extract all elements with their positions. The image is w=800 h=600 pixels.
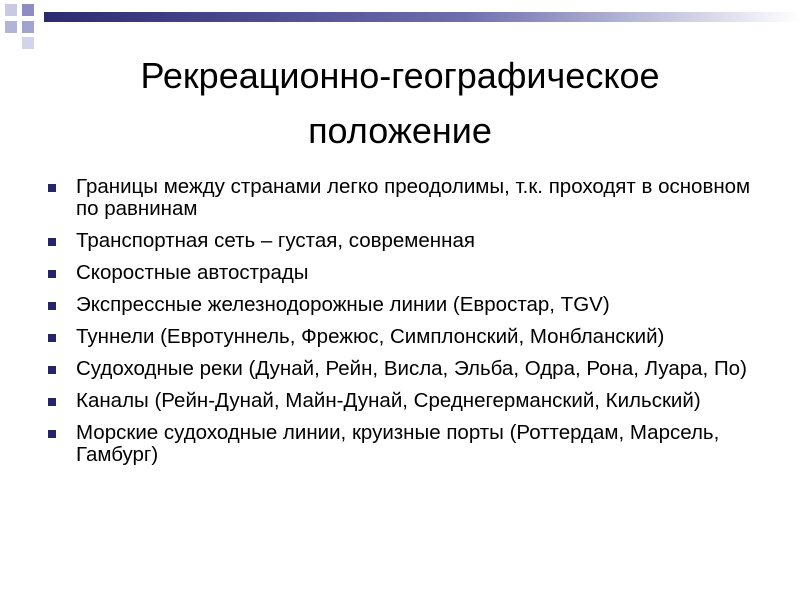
- square-bullet-icon: [48, 270, 56, 278]
- list-item: [48, 358, 768, 380]
- square-bullet-icon: [48, 302, 56, 310]
- list-item-text: Туннели (Евротуннель, Фрежюс, Симплонский, Монбланский): [76, 325, 665, 348]
- list-item: [48, 176, 768, 220]
- bullet-list: [48, 176, 768, 476]
- square-bullet-icon: [48, 184, 56, 192]
- square-bullet-icon: [48, 238, 56, 246]
- list-item-text: Морские судоходные линии, круизные порты (Роттердам, Марсель, Гамбург): [76, 421, 720, 466]
- list-item-text: Каналы (Рейн-Дунай, Майн-Дунай, Среднегерманский, Кильский): [76, 389, 701, 412]
- square-bullet-icon: [48, 366, 56, 374]
- list-item-text: Судоходные реки (Дунай, Рейн, Висла, Эльба, Одра, Рона, Луара, По): [76, 357, 747, 380]
- list-item-text: Экспрессные железнодорожные линии (Евростар, TGV): [76, 293, 610, 316]
- slide-title: [0, 48, 800, 158]
- slide-title-line1: Рекреационно-географическое: [140, 55, 660, 96]
- square-bullet-icon: [48, 430, 56, 438]
- list-item: [48, 262, 768, 284]
- list-item: [48, 326, 768, 348]
- list-item: [48, 294, 768, 316]
- square-bullet-icon: [48, 334, 56, 342]
- list-item: [48, 390, 768, 412]
- list-item-text: Скоростные автострады: [76, 261, 309, 284]
- square-bullet-icon: [48, 398, 56, 406]
- list-item-text: Транспортная сеть – густая, современная: [76, 229, 475, 252]
- list-item-text: Границы между странами легко преодолимы, т.к. проходят в основном по равнинам: [76, 175, 751, 220]
- list-item: [48, 230, 768, 252]
- slide-title-line2: положение: [308, 110, 492, 151]
- list-item: [48, 422, 768, 466]
